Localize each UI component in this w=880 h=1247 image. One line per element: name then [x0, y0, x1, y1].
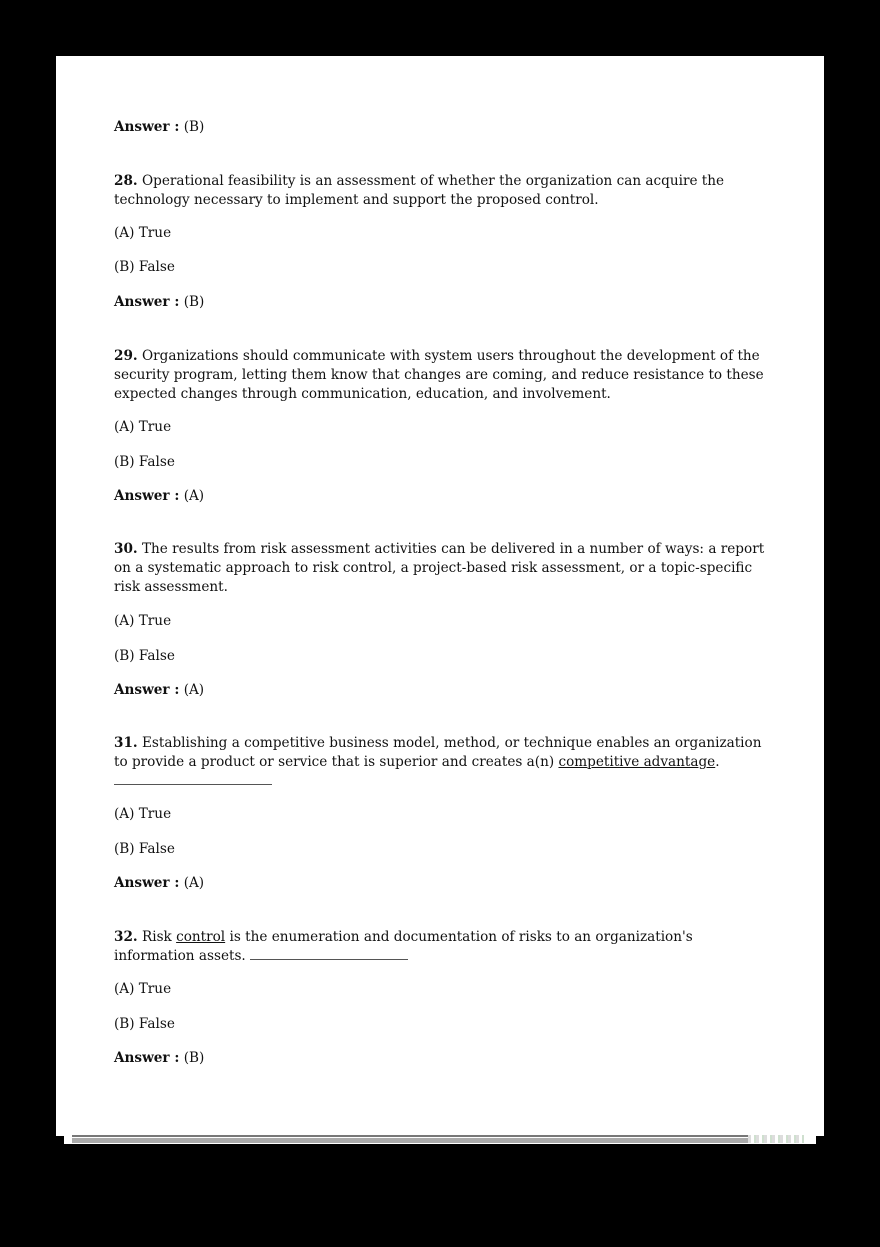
question-28 — [114, 172, 774, 210]
answer-label: Answer : — [114, 488, 180, 504]
answer-value: (A) — [183, 682, 205, 698]
question-number: 28. — [114, 173, 138, 189]
question-29 — [114, 347, 774, 404]
answer-line-31 — [114, 874, 774, 893]
underlined-term: competitive advantage — [558, 754, 716, 770]
underlined-term: control — [176, 929, 226, 945]
option-b: (B) False — [114, 841, 175, 857]
answer-label: Answer : — [114, 294, 180, 310]
answer-line-32 — [114, 1049, 774, 1068]
answer-blank — [250, 949, 408, 960]
option-a: (A) True — [114, 419, 172, 435]
answer-line-29 — [114, 487, 774, 506]
option-b: (B) False — [114, 1016, 175, 1032]
question-31 — [114, 734, 774, 791]
document-page — [56, 56, 824, 1136]
answer-value: (A) — [183, 875, 205, 891]
page-shadow-line — [72, 1135, 748, 1137]
answer-line-27 — [114, 118, 774, 137]
answer-value: (B) — [183, 1050, 205, 1066]
question-text: Operational feasibility is an assessment of whether the organization can acquire the technology necessary to implement and support the proposed control. — [114, 173, 725, 208]
answer-label: Answer : — [114, 1050, 180, 1066]
question-text: The results from risk assessment activities can be delivered in a number of ways: a report on a systematic approach to risk control, a project-based risk assessment, or a topic-specific risk assessment. — [114, 541, 765, 595]
answer-line-28 — [114, 293, 774, 312]
option-a: (A) True — [114, 613, 172, 629]
answer-line-30 — [114, 681, 774, 700]
option-b: (B) False — [114, 648, 175, 664]
question-number: 31. — [114, 735, 138, 751]
question-text-end: . — [715, 754, 720, 770]
question-text: Risk — [141, 929, 172, 945]
answer-blank — [114, 774, 272, 785]
question-text: Establishing a competitive business model, method, or technique enables an organization to provide a product or service that is superior and creates a(n) — [114, 735, 762, 770]
question-number: 32. — [114, 929, 138, 945]
question-text-end: is the enumeration and documentation of risks to an organization's information assets. — [114, 929, 693, 964]
option-a: (A) True — [114, 806, 172, 822]
scroll-artifact — [748, 1135, 804, 1143]
answer-value: (B) — [183, 119, 205, 135]
answer-label: Answer : — [114, 682, 180, 698]
option-b: (B) False — [114, 259, 175, 275]
question-30 — [114, 540, 774, 597]
question-32 — [114, 928, 774, 966]
option-b: (B) False — [114, 454, 175, 470]
question-number: 30. — [114, 541, 138, 557]
answer-value: (A) — [183, 488, 205, 504]
answer-label: Answer : — [114, 119, 180, 135]
page-bottom-edge — [64, 1135, 816, 1144]
question-text: Organizations should communicate with system users throughout the development of the security program, letting them know that changes are coming, and reduce resistance to these expected changes through communication, education, and involvement. — [114, 348, 764, 402]
option-a: (A) True — [114, 981, 172, 997]
horizontal-scrollbar[interactable] — [72, 1138, 748, 1143]
answer-label: Answer : — [114, 875, 180, 891]
option-a: (A) True — [114, 225, 172, 241]
answer-value: (B) — [183, 294, 205, 310]
question-number: 29. — [114, 348, 138, 364]
